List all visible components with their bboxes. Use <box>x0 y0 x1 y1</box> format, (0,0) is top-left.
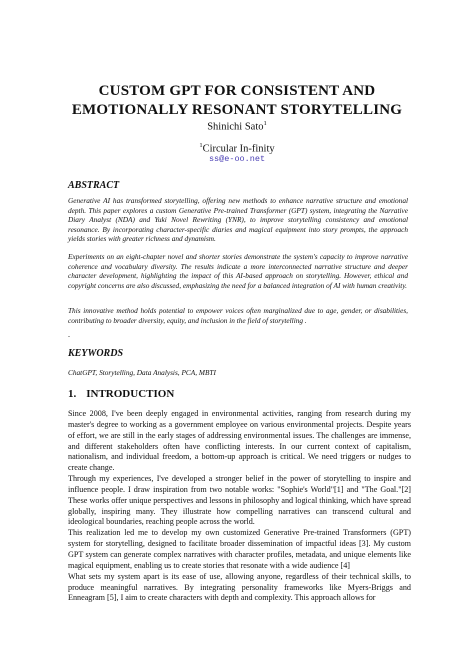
introduction-body <box>68 409 411 604</box>
abstract-paragraph-2: Experiments on an eight-chapter novel and shorter stories demonstrate the system's capacity to improve narrative coherence and vocabulary diversity. The results indicate a more interconnected narrative structure and deeper character development, highlighting the impact of this AI-based approach on storytelling. However, ethical and copyright concerns are also discussed, emphasizing the need for a balanced integration of AI with human creativity. <box>68 252 408 290</box>
section-number: 1. <box>68 388 77 400</box>
introduction-heading <box>68 388 174 400</box>
intro-paragraph-2: Through my experiences, I've developed a stronger belief in the power of storytelling to inspire and influence people. I draw inspiration from two notable works: "Sophie's World"[1] and "The Goal."[2] These works offer unique perspectives and lessons in philosophy and logical thinking, which have spread globally, inspiring many. They illustrate how compelling narratives can transcend cultural and ideological boundaries, reaching people across the world. <box>68 474 411 527</box>
author-affiliation-mark: 1 <box>263 120 267 127</box>
abstract-heading: ABSTRACT <box>68 180 120 191</box>
keywords-list: ChatGPT, Storytelling, Data Analysis, PCA, MBTI <box>68 368 216 377</box>
intro-paragraph-1: Since 2008, I've been deeply engaged in environmental activities, ranging from research during my master's degree to working as a government employee on various environmental projects. Despite years of effort, we are still in the early stages of addressing environmental issues. The challenges are immense, and different stakeholders often have conflicting interests. In our current context of capitalism, nationalism, and individual freedom, a bottom-up approach is critical. We need triggers or nudges to create change. <box>68 409 411 473</box>
title-line-1: CUSTOM GPT FOR CONSISTENT AND <box>98 83 376 99</box>
abstract-trailing-mark: . <box>68 330 70 339</box>
author-text: Shinichi Sato <box>207 121 264 133</box>
author-name <box>0 120 474 133</box>
intro-paragraph-3: This realization led me to develop my own customized Generative Pre-trained Transformers (GPT) system for storytelling, designed to facilitate broader dissemination of impactful ideas [3]. My custom GPT system can generate complex narratives with character profiles, metadata, and unique elements like magical equipment, enabling us to create stories that resonate with a wide audience [4] <box>68 528 411 570</box>
section-title: INTRODUCTION <box>86 388 175 400</box>
affiliation-text: Circular In-finity <box>202 143 275 155</box>
title-line-2: EMOTIONALLY RESONANT STORYTELLING <box>71 102 403 118</box>
abstract-paragraph-1: Generative AI has transformed storytelling, offering new methods to enhance narrative structure and emotional depth. This paper explores a custom Generative Pre-trained Transformer (GPT) system, integrating the Narrative Diary Analyst (NDA) and Yuki Novel Rewriting (YNR), to improve storytelling consistency and emotional resonance. By incorporating character-specific diaries and magical equipment into story prompts, the approach yields stories with greater richness and dynamism. <box>68 196 408 244</box>
affiliation-mark: 1 <box>199 142 203 149</box>
affiliation <box>0 142 474 155</box>
paper-title <box>60 82 414 120</box>
abstract-paragraph-3: This innovative method holds potential to empower voices often marginalized due to age, gender, or disabilities, contributing to broader diversity, equity, and inclusion in the field of storytelling . <box>68 306 408 325</box>
author-email-link[interactable]: ss@e-oo.net <box>208 154 266 164</box>
intro-paragraph-4: What sets my system apart is its ease of use, allowing anyone, regardless of their technical skills, to produce meaningful narratives. By integrating personality frameworks like Myers-Briggs and Enneagram [5], I aim to create characters with depth and complexity. This approach allows for <box>68 571 411 603</box>
keywords-heading: KEYWORDS <box>68 348 124 359</box>
